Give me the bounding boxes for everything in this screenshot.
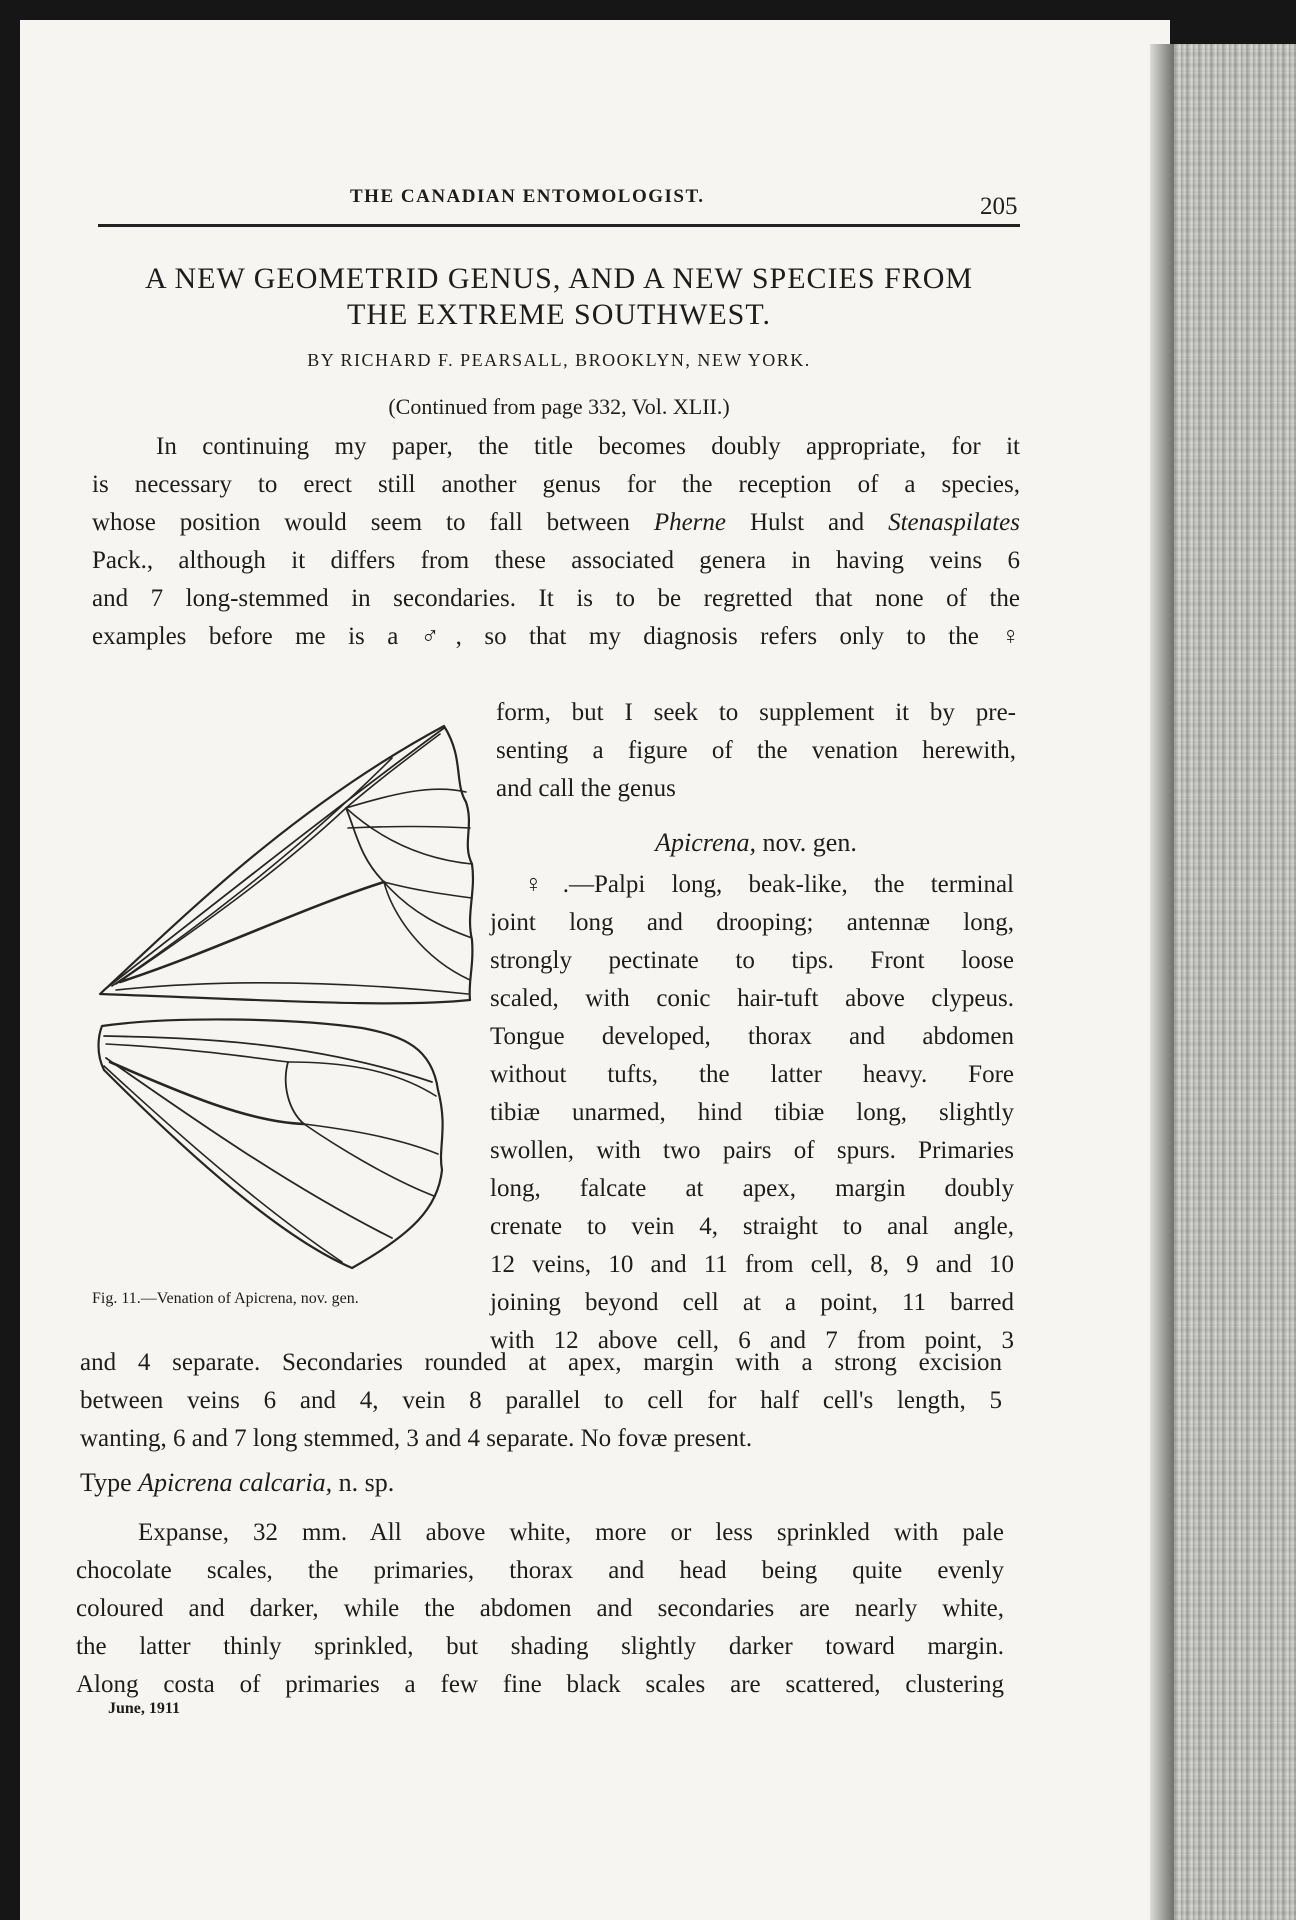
text-line: with 12 above cell, 6 and 7 from point, 3 — [490, 1327, 1014, 1354]
forewing-vein — [116, 808, 346, 984]
running-head: THE CANADIAN ENTOMOLOGIST. — [350, 186, 705, 207]
text-line: ♀.—Palpi long, beak-like, the terminal — [524, 871, 1014, 898]
forewing-vein — [104, 728, 444, 990]
hindwing-vein — [106, 1058, 392, 1238]
text-line: the latter thinly sprinkled, but shading slightly darker toward margin. — [76, 1633, 1004, 1660]
text-line: scaled, with conic hair-tuft above clypeus. — [490, 985, 1014, 1012]
text-line: Pack., although it differs from these associated genera in having veins 6 — [92, 547, 1020, 574]
forewing-vein — [348, 827, 470, 829]
paragraph-side — [496, 694, 1016, 808]
text-line: and 4 separate. Secondaries rounded at apex, margin with a strong excision — [80, 1349, 1002, 1376]
text-line: strongly pectinate to tips. Front loose — [490, 947, 1014, 974]
text-line: swollen, with two pairs of spurs. Primaries — [490, 1137, 1014, 1164]
article-title-line-1: A NEW GEOMETRID GENUS, AND A NEW SPECIES FROM — [144, 262, 974, 295]
hindwing-vein — [304, 1124, 438, 1154]
text-run: Hulst and — [749, 509, 865, 536]
text-line: wanting, 6 and 7 long stemmed, 3 and 4 separate. No fovæ present. — [80, 1425, 753, 1452]
genus-name: Apicrena, — [655, 828, 756, 857]
figure-caption: Fig. 11.—Venation of Apicrena, nov. gen. — [92, 1290, 359, 1307]
text-line: joining beyond cell at a point, 11 barred — [490, 1289, 1014, 1316]
text-line: is necessary to erect still another genus for the reception of a species, — [92, 471, 1020, 498]
paragraph-continuation — [80, 1344, 1002, 1458]
text-line: Expanse, 32 mm. All above white, more or less sprinkled with pale — [138, 1519, 1004, 1546]
genus-heading — [496, 828, 1016, 858]
forewing-vein — [120, 882, 384, 982]
text-line — [92, 504, 1020, 542]
text-line: and call the genus — [496, 775, 676, 802]
header-rule — [98, 224, 1020, 227]
text-line: without tufts, the latter heavy. Fore — [490, 1061, 1014, 1088]
text-line: crenate to vein 4, straight to anal angle, — [490, 1213, 1014, 1240]
text-line: examples before me is a ♂, so that my diagnosis refers only to the ♀ — [92, 623, 1020, 650]
type-prefix: Type — [80, 1468, 132, 1497]
page-edges — [1170, 44, 1296, 1920]
byline: BY RICHARD F. PEARSALL, BROOKLYN, NEW YORK. — [307, 350, 811, 370]
text-line: In continuing my paper, the title becomes doubly appropriate, for it — [156, 433, 1020, 460]
forewing-vein — [346, 734, 440, 808]
forewing-outline — [100, 726, 473, 1003]
continued-note: (Continued from page 332, Vol. XLII.) — [388, 394, 730, 419]
text-line: Tongue developed, thorax and abdomen — [490, 1023, 1014, 1050]
binding-shadow — [1150, 44, 1174, 1920]
text-line: between veins 6 and 4, vein 8 parallel to cell for half cell's length, 5 — [80, 1387, 1002, 1414]
hindwing-vein — [106, 1044, 288, 1062]
text-line: long, falcate at apex, margin doubly — [490, 1175, 1014, 1202]
text-line: joint long and drooping; antennæ long, — [490, 909, 1014, 936]
text-line: 12 veins, 10 and 11 from cell, 8, 9 and 10 — [490, 1251, 1014, 1278]
type-line — [80, 1468, 394, 1498]
paragraph-description — [76, 1514, 1004, 1704]
forewing-vein — [116, 983, 468, 994]
hindwing-vein — [286, 1062, 304, 1124]
genus-pherne: Pherne — [653, 509, 727, 536]
text-line: senting a figure of the venation herewith, — [496, 737, 1016, 764]
paragraph-intro — [92, 428, 1020, 656]
type-species: Apicrena calcaria, — [138, 1468, 333, 1497]
text-run: whose position would seem to fall between — [92, 509, 630, 536]
type-suffix: n. sp. — [338, 1468, 395, 1497]
article-title-line-2: THE EXTREME SOUTHWEST. — [347, 298, 771, 331]
hindwing-outline — [99, 1019, 443, 1268]
text-line: tibiæ unarmed, hind tibiæ long, slightly — [490, 1099, 1014, 1126]
text-line: and 7 long-stemmed in secondaries. It is to be regretted that none of the — [92, 585, 1020, 612]
forewing-vein — [384, 882, 472, 938]
text-line: form, but I seek to supplement it by pre- — [496, 699, 1016, 726]
hindwing-vein — [288, 1062, 436, 1096]
genus-diagnosis — [490, 866, 1014, 1360]
genus-suffix: nov. gen. — [762, 828, 857, 857]
page-number: 205 — [980, 193, 1018, 220]
text-line: coloured and darker, while the abdomen and secondaries are nearly white, — [76, 1595, 1004, 1622]
hindwing-vein — [104, 1066, 342, 1262]
text-line: chocolate scales, the primaries, thorax and head being quite evenly — [76, 1557, 1004, 1584]
hindwing-vein — [110, 1062, 304, 1124]
wing-venation-figure — [92, 718, 502, 1280]
genus-stenaspilates: Stenaspilates — [888, 509, 1020, 536]
forewing-vein — [346, 808, 384, 882]
text-line: Along costa of primaries a few fine black scales are scattered, clustering — [76, 1671, 1004, 1698]
footer-date: June, 1911 — [108, 1700, 181, 1717]
